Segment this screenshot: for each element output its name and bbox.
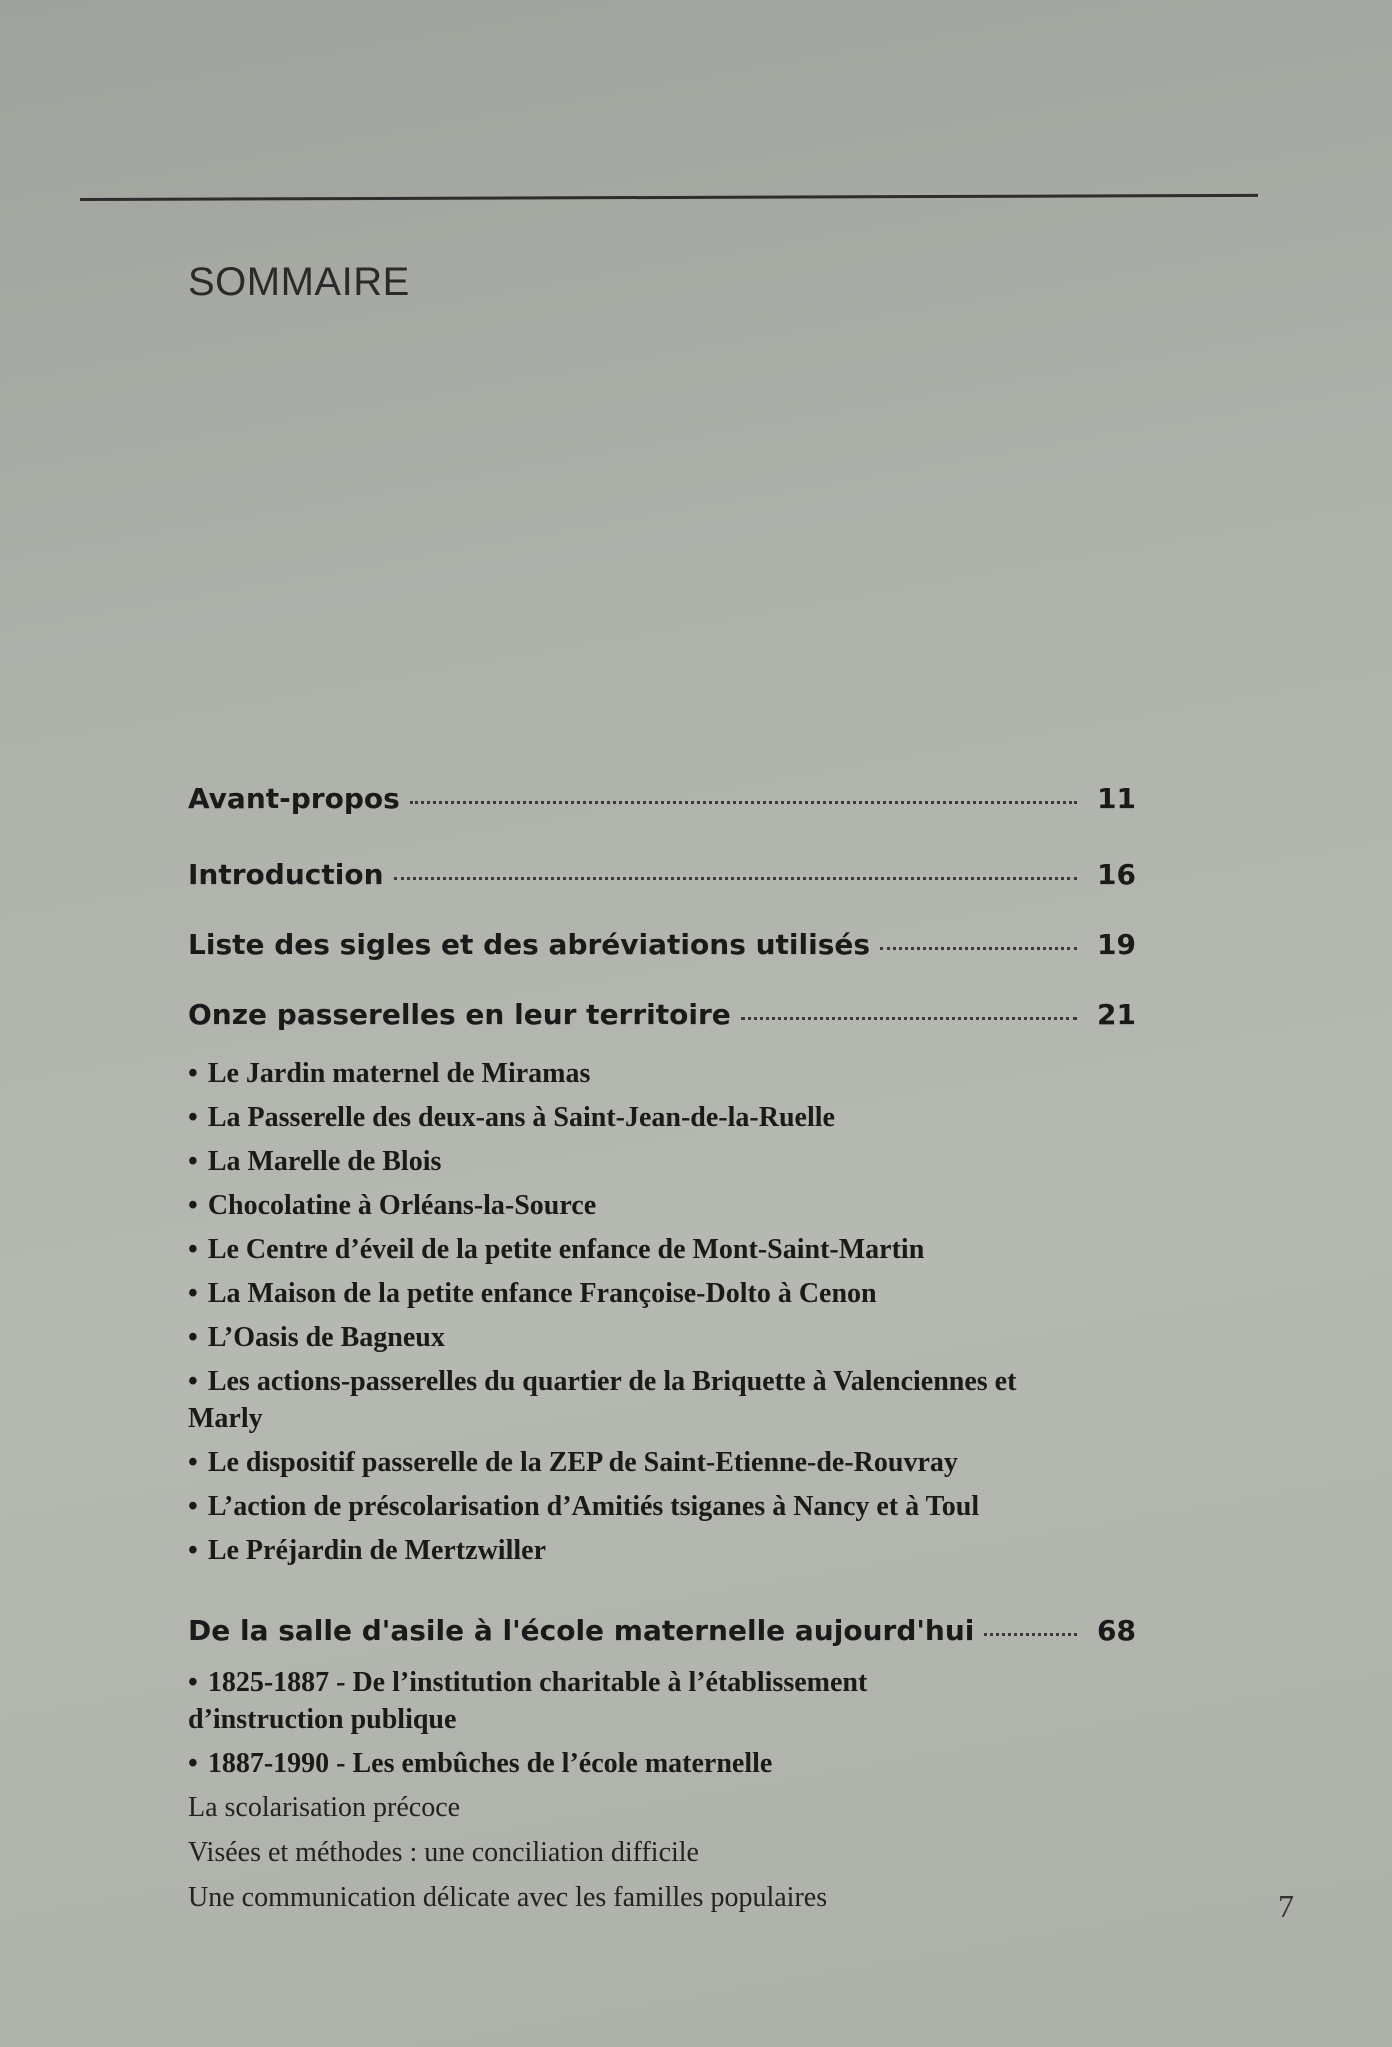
toc-entry-label: Introduction bbox=[188, 858, 384, 891]
toc-subsubentry: Visées et méthodes : une conciliation difficile bbox=[188, 1837, 699, 1868]
toc-subentry: • Le Jardin maternel de Miramas bbox=[188, 1058, 591, 1089]
bullet-icon: • bbox=[188, 1322, 198, 1353]
dot-leader bbox=[394, 877, 1078, 880]
toc-subentry: • Le dispositif passerelle de la ZEP de Saint-Etienne-de-Rouvray bbox=[188, 1447, 958, 1478]
toc-subentry: • 1887-1990 - Les embûches de l’école maternelle bbox=[188, 1748, 773, 1779]
toc-page-number: 21 bbox=[1097, 998, 1136, 1031]
dot-leader bbox=[410, 801, 1077, 804]
bullet-icon: • bbox=[188, 1366, 198, 1397]
bullet-icon: • bbox=[188, 1535, 198, 1566]
toc-entry-sigles bbox=[188, 928, 1136, 961]
toc-entry-passerelles bbox=[188, 998, 1136, 1031]
toc-subentry: • L’Oasis de Bagneux bbox=[188, 1322, 445, 1353]
toc-entry-introduction bbox=[188, 858, 1136, 891]
toc-subentry: • L’action de préscolarisation d’Amitiés tsiganes à Nancy et à Toul bbox=[188, 1491, 980, 1522]
toc-entry-label: Onze passerelles en leur territoire bbox=[188, 998, 731, 1031]
toc-sublist-passerelles bbox=[188, 1055, 1136, 1576]
bullet-icon: • bbox=[188, 1146, 198, 1177]
page-title: SOMMAIRE bbox=[188, 260, 410, 304]
bullet-icon: • bbox=[188, 1491, 198, 1522]
bullet-icon: • bbox=[188, 1748, 198, 1779]
toc-subentry: • Le Préjardin de Mertzwiller bbox=[188, 1535, 546, 1566]
bullet-icon: • bbox=[188, 1447, 198, 1478]
dot-leader bbox=[984, 1633, 1077, 1636]
bullet-icon: • bbox=[188, 1234, 198, 1265]
toc-subsubentry: Une communication délicate avec les familles populaires bbox=[188, 1882, 828, 1913]
dot-leader bbox=[741, 1017, 1077, 1020]
toc-entry-avant-propos bbox=[188, 782, 1136, 815]
toc-page-number: 19 bbox=[1097, 928, 1136, 961]
toc-subentry: • La Passerelle des deux-ans à Saint-Jean-de-la-Ruelle bbox=[188, 1102, 835, 1133]
toc-page-number: 68 bbox=[1097, 1614, 1136, 1647]
toc-entry-label: De la salle d'asile à l'école maternelle aujourd'hui bbox=[188, 1614, 975, 1647]
dot-leader bbox=[880, 947, 1077, 950]
toc-entry-label: Liste des sigles et des abréviations utilisés bbox=[188, 928, 871, 961]
toc-subentry: • Les actions-passerelles du quartier de la Briquette à Valenciennes et Marly bbox=[188, 1366, 1017, 1434]
page-number: 7 bbox=[1278, 1888, 1294, 1924]
header-rule bbox=[80, 194, 1258, 201]
toc-page-number: 11 bbox=[1097, 782, 1136, 815]
toc-entry-label: Avant-propos bbox=[188, 782, 400, 815]
bullet-icon: • bbox=[188, 1102, 198, 1133]
toc-page-number: 16 bbox=[1097, 858, 1136, 891]
toc-subentry: • Le Centre d’éveil de la petite enfance de Mont-Saint-Martin bbox=[188, 1234, 925, 1265]
bullet-icon: • bbox=[188, 1190, 198, 1221]
toc-subentry: • 1825-1887 - De l’institution charitable à l’établissement d’instruction publique bbox=[188, 1667, 868, 1735]
toc-sublist-asile bbox=[188, 1664, 1136, 1916]
toc-subentry: • La Marelle de Blois bbox=[188, 1146, 442, 1177]
bullet-icon: • bbox=[188, 1058, 198, 1089]
toc-subentry: • Chocolatine à Orléans-la-Source bbox=[188, 1190, 597, 1221]
toc-subentry: • La Maison de la petite enfance Françoise-Dolto à Cenon bbox=[188, 1278, 877, 1309]
toc-subsubentry: La scolarisation précoce bbox=[188, 1792, 461, 1823]
toc-entry-asile bbox=[188, 1614, 1136, 1647]
bullet-icon: • bbox=[188, 1667, 198, 1698]
bullet-icon: • bbox=[188, 1278, 198, 1309]
